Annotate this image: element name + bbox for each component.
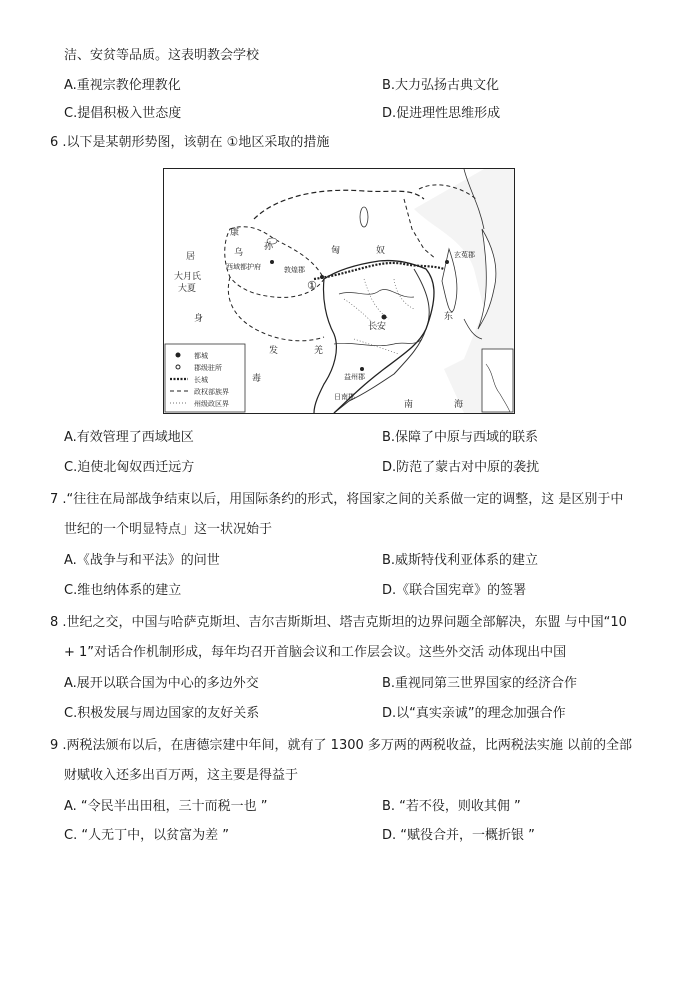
q5-stem-tail: 洁、安贫等品质。这表明教会学校 bbox=[64, 48, 260, 63]
q7-option-d[interactable]: D.《联合国宪章》的签署 bbox=[382, 583, 527, 598]
label-xiong: 匈 bbox=[331, 246, 341, 256]
q8-option-a[interactable]: A.展开以联合国为中心的多边外交 bbox=[64, 676, 259, 691]
q7-option-c[interactable]: C.维也纳体系的建立 bbox=[64, 583, 182, 598]
q7-option-a[interactable]: A.《战争与和平法》的问世 bbox=[64, 553, 220, 568]
q9-stem-line1: 9 .两税法颁布以后，在唐德宗建中年间，就有了 1300 多万两的两税收益，比两税法实施 以前的全部 bbox=[50, 738, 633, 753]
label-daxia: 大夏 bbox=[178, 284, 197, 294]
q8-option-b[interactable]: B.重视同第三世界国家的经济合作 bbox=[382, 676, 578, 691]
q8-option-c[interactable]: C.积极发展与周边国家的友好关系 bbox=[64, 706, 260, 721]
label-wu: 乌 bbox=[234, 248, 244, 258]
legend-province: 州级政区界 bbox=[194, 400, 229, 408]
q5-option-b[interactable]: B.大力弘扬古典文化 bbox=[382, 78, 500, 93]
q8-option-d[interactable]: D.以“真实亲诚”的理念加强合作 bbox=[382, 706, 566, 721]
q6-stem: 6 .以下是某朝形势图，该朝在 ①地区采取的措施 bbox=[50, 135, 330, 150]
label-kang: 康 bbox=[230, 228, 240, 238]
label-qiang: 羌 bbox=[314, 346, 324, 356]
q5-option-a[interactable]: A.重视宗教伦理教化 bbox=[64, 78, 181, 93]
yizhou-seat-marker bbox=[360, 367, 364, 371]
q6-option-c[interactable]: C.迫使北匈奴西迁远方 bbox=[64, 460, 195, 475]
q9-option-a[interactable]: A. “令民半出田租，三十而税一也 ” bbox=[64, 799, 268, 814]
q5-option-c[interactable]: C.提倡积极入世态度 bbox=[64, 106, 182, 121]
q5-option-d[interactable]: D.促进理性思维形成 bbox=[382, 106, 501, 121]
label-yizhou: 益州郡 bbox=[344, 373, 365, 381]
q9-option-d[interactable]: D. “赋役合并，一概折银 ” bbox=[382, 828, 535, 843]
label-dunhuang: 敦煌郡 bbox=[284, 266, 305, 274]
q9-stem-line2: 财赋收入还多出百万两，这主要是得益于 bbox=[64, 768, 299, 783]
legend-seat: 郡级驻所 bbox=[194, 364, 222, 372]
legend-border: 政权部族界 bbox=[194, 388, 229, 396]
label-fa: 发 bbox=[269, 346, 279, 356]
q6-option-d[interactable]: D.防范了蒙古对中原的袭扰 bbox=[382, 460, 540, 475]
label-region-one: ① bbox=[307, 279, 317, 292]
label-du: 毒 bbox=[252, 374, 262, 384]
xuantu-seat-marker bbox=[445, 260, 449, 264]
dunhuang-seat-marker bbox=[320, 275, 324, 279]
label-rinan: 日南郡 bbox=[334, 393, 355, 401]
q8-stem-line1: 8 .世纪之交，中国与哈萨克斯坦、吉尔吉斯斯坦、塔吉克斯坦的边界问题全部解决，东盟 与中国“10 bbox=[50, 615, 627, 630]
han-dynasty-map bbox=[163, 168, 515, 414]
label-sun: 孙 bbox=[264, 242, 274, 252]
label-xiyu: 西域都护府 bbox=[226, 263, 261, 271]
label-xuantu: 玄菟郡 bbox=[454, 251, 475, 259]
q7-option-b[interactable]: B.威斯特伐利亚体系的建立 bbox=[382, 553, 539, 568]
q9-option-c[interactable]: C. “人无丁中，以贫富为差 ” bbox=[64, 828, 229, 843]
label-shen: 身 bbox=[194, 314, 204, 324]
inset-map-box bbox=[482, 349, 513, 412]
label-hai: 海 bbox=[454, 400, 464, 410]
xiyu-seat-marker bbox=[270, 260, 274, 264]
label-changan: 长安 bbox=[368, 322, 387, 332]
q6-option-b[interactable]: B.保障了中原与西域的联系 bbox=[382, 430, 539, 445]
label-dayuezhi: 大月氏 bbox=[174, 272, 202, 282]
label-nan: 南 bbox=[404, 400, 414, 410]
q6-option-a[interactable]: A.有效管理了西域地区 bbox=[64, 430, 194, 445]
q7-stem-line1: 7 .“往往在局部战争结束以后，用国际条约的形式，将国家之间的关系做一定的调整，这 是区别于中 bbox=[50, 492, 624, 507]
legend-wall: 长城 bbox=[194, 376, 208, 384]
label-ju: 居 bbox=[186, 252, 196, 262]
label-dong: 东 bbox=[444, 312, 454, 322]
label-nu: 奴 bbox=[376, 246, 386, 256]
legend-capital: 都城 bbox=[194, 352, 208, 360]
changan-capital-marker bbox=[382, 315, 387, 320]
q9-option-b[interactable]: B. “若不役，则收其佣 ” bbox=[382, 799, 521, 814]
q8-stem-line2: + 1”对话合作机制形成，每年均召开首脑会议和工作层会议。这些外交活 动体现出中国 bbox=[64, 645, 567, 660]
q7-stem-line2: 世纪的一个明显特点」这一状况始于 bbox=[64, 522, 273, 537]
